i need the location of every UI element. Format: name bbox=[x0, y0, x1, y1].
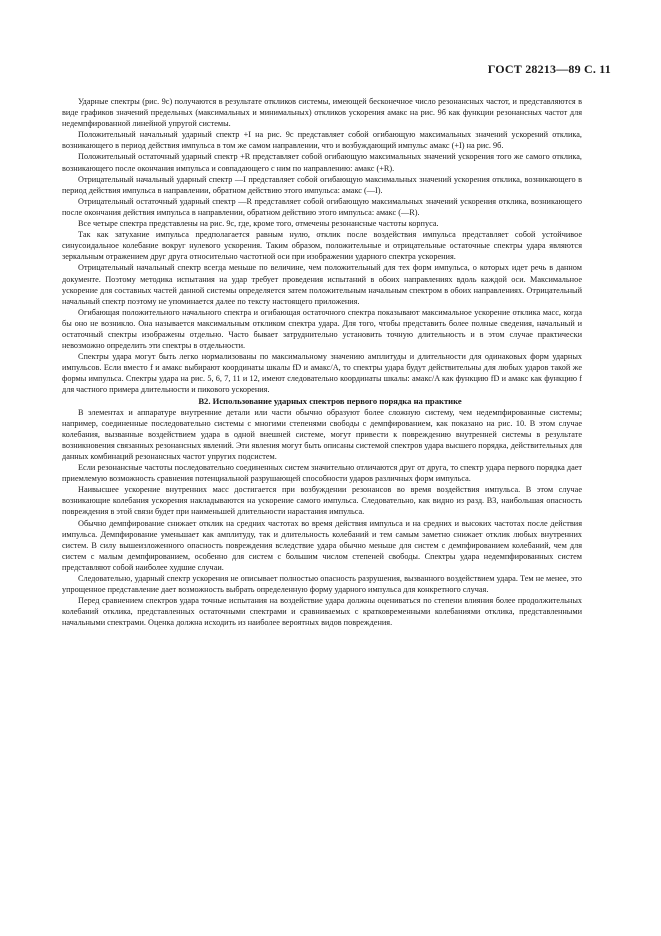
page-header: ГОСТ 28213—89 С. 11 bbox=[487, 62, 611, 76]
paragraph: Наивысшее ускорение внутренних масс достигается при возбуждении резонансов во время воздействия импульса. В этом случае возникающие колебания ускорения накладываются на ускорение самого импульса. Следовательно, как видно из разд. В3, наибольшая опасность повреждения в этой связи будет при наименьшей длительности нарастания импульса. bbox=[62, 485, 582, 517]
paragraph: Положительный начальный ударный спектр +I на рис. 9с представляет собой огибающую максимальных значений ускорений отклика, возникающего в период действия импульса в том же самом направлении, что и возбуждающий импульс aмакс (+I) на рис. 9б. bbox=[62, 130, 582, 151]
paragraph: Ударные спектры (рис. 9с) получаются в результате откликов системы, имеющей бесконечное число резонансных частот, и представляются в виде графиков значений предельных (максимальных и минимальных) откликов ускорения aмакс на рис. 9б как функции резонансных частот для недемпфированной линейной упругой системы. bbox=[62, 97, 582, 129]
paragraph: Спектры удара могут быть легко нормализованы по максимальному значению амплитуды и длительности для одинаковых форм ударных импульсов. Если вместо f и aмакс выбирают координаты шкалы fD и aмакс/A, то спектры удара будут действительны для любых ударов такой же формы импульса. Спектры удара на рис. 5, 6, 7, 11 и 12, имеют следовательно координаты шкалы: aмакс/A как функцию fD и aмакс как функцию f для частного примера длительности и пикового ускорения. bbox=[62, 352, 582, 395]
paragraph: Отрицательный остаточный ударный спектр —R представляет собой огибающую максимальных значений ускорения отклика, возникающего после окончания действия импульса в направлении, обратном действию этого импульса: aмакс (—R). bbox=[62, 196, 582, 217]
paragraph: Все четыре спектра представлены на рис. 9с, где, кроме того, отмечены резонансные частоты корпуса. bbox=[78, 219, 439, 229]
paragraph: Обычно демпфирование снижает отклик на средних частотах во время действия импульса и на средних и высоких частотах после действия импульса. Демпфирование уменьшает как амплитуду, так и длительность колебаний и тем самым заметно снижает отклик любых внутренних систем. В силу вышеизложенного опасность повреждения вследствие удара обычно меньше для систем с демпфированием колебаний, чем для систем с малым демпфированием, особенно для систем с большим числом степеней свободы. Спектры удара недемпфированных систем представляют собой наиболее худшие случаи. bbox=[62, 518, 582, 572]
paragraph: Огибающая положительного начального спектра и огибающая остаточного спектра показывают максимальное ускорение отклика масс, когда бы оно не возникло. Она называется максимальным откликом спектра удара. Для того, чтобы представить более полные сведения, начальный и остаточный спектры изображены отдельно. Часто бывает затруднительно установить точную длительность и в этом случае практически невозможно определить эти спектры в отдельности. bbox=[62, 307, 582, 351]
paragraph: Отрицательный начальный ударный спектр —I представляет собой огибающую максимальных значений ускорения отклика, возникающего в период действия импульса в направлении, обратном действию этого импульса: aмакс (—I). bbox=[62, 174, 582, 195]
document-body bbox=[62, 96, 582, 629]
paragraph: Отрицательный начальный спектр всегда меньше по величине, чем положительный для тех форм импульса, о которых идет речь в данном документе. Поэтому методика испытания на удар требует проведения испытаний в обоих направлениях вдоль каждой оси. Максимальное ускорение для составных частей данной системы определяется затем положительным начальным спектром в обоих направлениях. Отрицательный начальный спектр поэтому не упоминается далее по тексту настоящего приложения. bbox=[62, 263, 582, 306]
paragraph: Перед сравнением спектров удара точные испытания на воздействие удара должны оцениваться по степени влияния более продолжительных колебаний отклика, представленных остаточными спектрами и сравниваемых с кратковременными колебаниями отклика, представленными начальными спектрами. Оценка должна исходить из наиболее вероятных видов повреждения. bbox=[62, 596, 582, 628]
paragraph: Следовательно, ударный спектр ускорения не описывает полностью опасность разрушения, вызванного воздействием удара. Тем не менее, это упрощенное представление дает возможность выбрать определенную форму ударного импульса для конкретного случая. bbox=[62, 574, 582, 595]
paragraph: Если резонансные частоты последовательно соединенных систем значительно отличаются друг от друга, то спектр удара первого порядка дает приемлемую возможность сравнения потенциальной разрушающей способности ударов различных форм импульса. bbox=[62, 463, 582, 484]
paragraph: Так как затухание импульса предполагается равным нулю, отклик после воздействия импульса представляет собой устойчивое синусоидальное колебание вокруг нулевого ускорения. Таким образом, положительные и отрицательные остаточные спектры удара являются зеркальным отражением друг друга относительно частотной оси при изображении ударного спектра ускорения. bbox=[62, 230, 582, 262]
paragraph: Положительный остаточный ударный спектр +R представляет собой огибающую максимальных значений ускорения того же самого отклика, возникающего после окончания импульса и совпадающего с ним по направлению: aмакс (+R). bbox=[62, 152, 582, 173]
paragraph: В элементах и аппаратуре внутренние детали или части обычно образуют более сложную систему, чем недемпфированные системы; например, соединенные последовательно системы с многими степенями свободы с демпфированием, как показано на рис. 10. В этом случае колебания, вызванные воздействием удара в одной внешней системе, могут привести к повреждению внутренней системы в результате возникновения связанных резонансных явлений. Эти явления могут быть описаны системой спектров удара высшего порядка, действительных для данных комбинаций резонансных частот упругих подсистем. bbox=[62, 407, 582, 461]
section-heading: В2. Использование ударных спектров первого порядка на практике bbox=[198, 395, 462, 406]
